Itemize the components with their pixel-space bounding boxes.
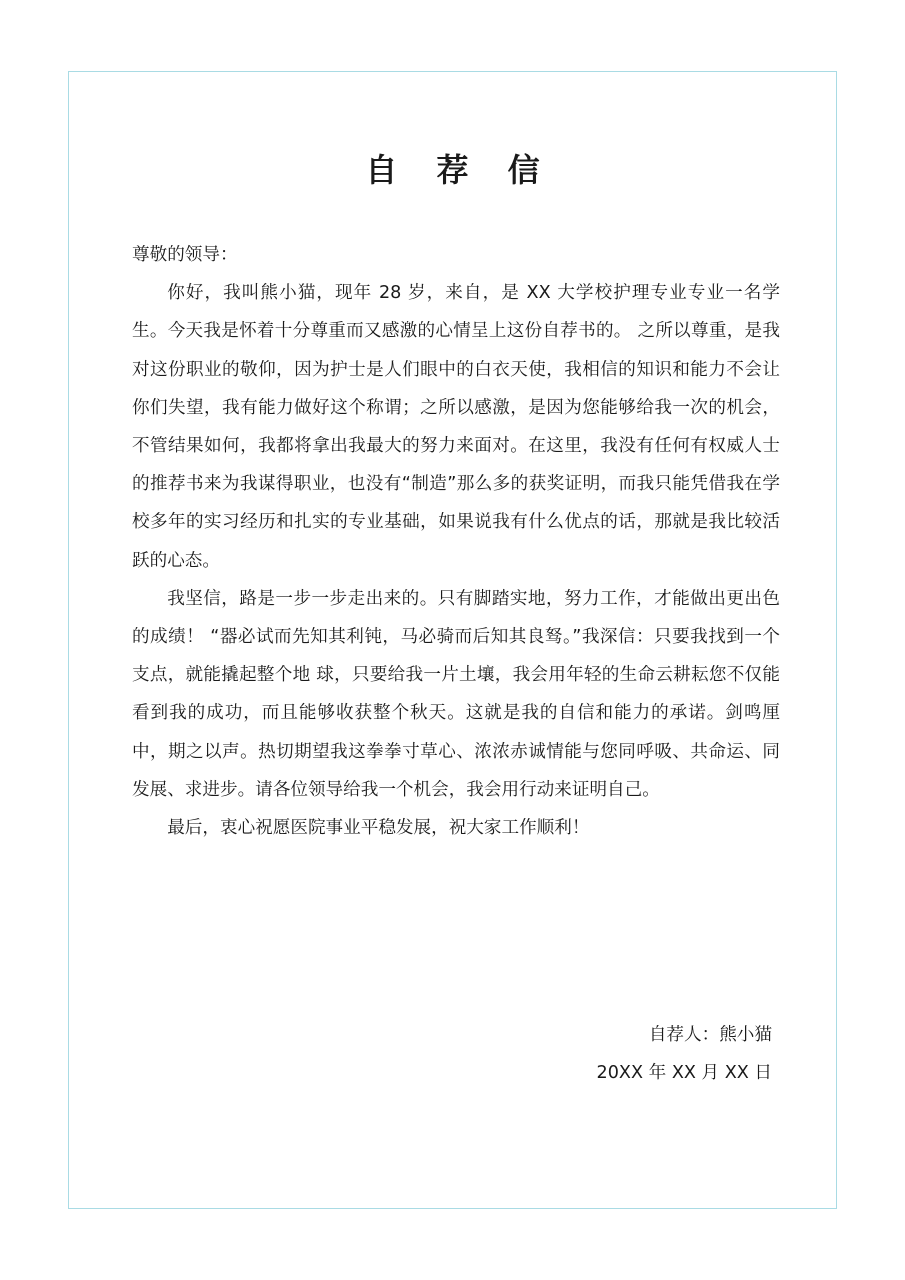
letter-body [132, 236, 780, 847]
salutation: 尊敬的领导： [132, 245, 238, 265]
letter-date: 20XX 年 XX 月 XX 日 [596, 1063, 772, 1083]
signer-name: 自荐人：熊小猫 [648, 1025, 772, 1045]
letter-title: 自 荐 信 [365, 151, 554, 189]
signature-block [560, 1016, 772, 1092]
paragraph-closing: 最后，衷心祝愿医院事业平稳发展，祝大家工作顺利！ [167, 818, 590, 839]
paragraph-introduction: 你好，我叫熊小猫，现年 28 岁，来自，是 XX 大学校护理专业专业一名学生。今天我是怀着十分尊重而又感激的心情呈上这份自荐书的。 之所以尊重，是我对这份职业的敬仰，因为护士是人们眼中的白衣天使，我相信的知识和能力不会让你们失望，我有能力做好这个称谓；之所以感激，是因为您能够给我一次的机会，不管结果如何，我都将拿出我最大的努力来面对。在这里，我没有任何有权威人士的推荐书来为我谋得职业，也没有“制造”那么多的获奖证明，而我只能凭借我在学校多年的实习经历和扎实的专业基础，如果说我有什么优点的话，那就是我比较活跃的心态。 [132, 283, 780, 571]
paragraph-belief: 我坚信，路是一步一步走出来的。只有脚踏实地，努力工作，才能做出更出色的成绩！ “器必试而先知其利钝，马必骑而后知其良驽。”我深信：只要我找到一个支点，就能撬起整个地 球，只要给我一片土壤，我会用年轻的生命云耕耘您不仅能看到我的成功，而且能够收获整个秋天。这就是我的自信和能力的承诺。剑鸣厘中，期之以声。热切期望我这拳拳寸草心、浓浓赤诚情能与您同呼吸、共命运、同发展、求进步。请各位领导给我一个机会，我会用行动来证明自己。 [132, 588, 780, 800]
